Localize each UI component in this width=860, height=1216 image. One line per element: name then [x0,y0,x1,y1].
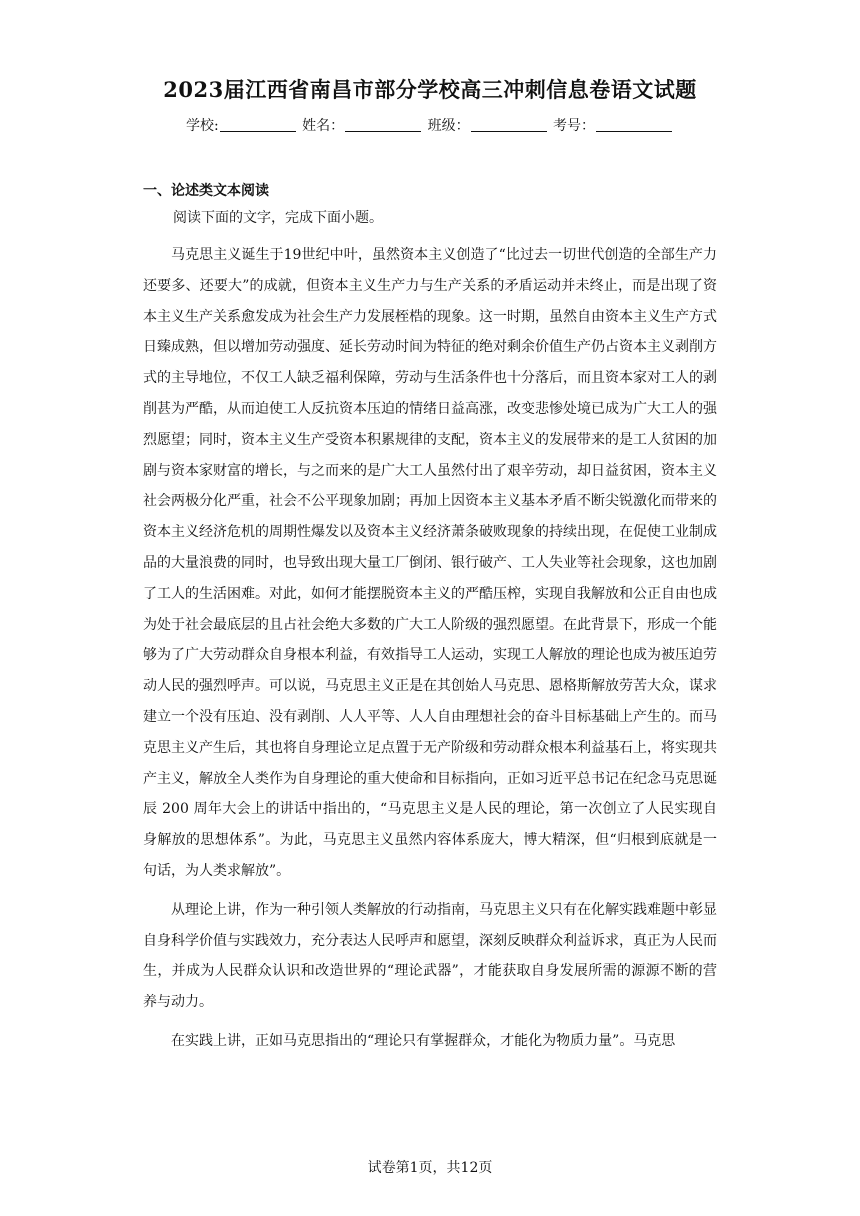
reading-instruction: 阅读下面的文字，完成下面小题。 [173,210,383,226]
name-blank [345,117,421,132]
name-label: 姓名： [302,118,345,134]
student-info-line [0,115,860,135]
number-label: 考号： [553,118,596,134]
class-label: 班级： [427,118,470,134]
passage-paragraph: 从理论上讲，作为一种引领人类解放的行动指南，马克思主义只有在化解实践难题中彰显自身科学价值与实践效力，充分表达人民呼声和愿望，深刻反映群众利益诉求，真正为人民而生，并成为人民群众认识和改造世界的“理论武器”，才能获取自身发展所需的源源不断的营养与动力。 [143,901,717,1011]
number-blank [596,117,672,132]
section-heading: 一、论述类文本阅读 [143,183,269,199]
passage-paragraph: 马克思主义诞生于19世纪中叶，虽然资本主义创造了“比过去一切世代创造的全部生产力还要多、还要大”的成就，但资本主义生产力与生产关系的矛盾运动并未终止，而是出现了资本主义生产关系愈发成为社会生产力发展桎梏的现象。这一时期，虽然自由资本主义生产方式日臻成熟，但以增加劳动强度、延长劳动时间为特征的绝对剩余价值生产仍占资本主义剥削方式的主导地位，不仅工人缺乏福利保障，劳动与生活条件也十分落后，而且资本家对工人的剥削甚为严酷，从而迫使工人反抗资本压迫的情绪日益高涨，改变悲惨处境已成为广大工人的强烈愿望；同时，资本主义生产受资本积累规律的支配，资本主义的发展带来的是工人贫困的加剧与资本家财富的增长，与之而来的是广大工人虽然付出了艰辛劳动，却日益贫困，资本主义社会两极分化严重，社会不公平现象加剧；再加上因资本主义基本矛盾不断尖锐激化而带来的资本主义经济危机的周期性爆发以及资本主义经济萧条破败现象的持续出现，在促使工业制成品的大量浪费的同时，也导致出现大量工厂倒闭、银行破产、工人失业等社会现象，这也加剧了工人的生活困难。对此，如何才能摆脱资本主义的严酷压榨，实现自我解放和公正自由也成为处于社会最底层的且占社会绝大多数的广大工人阶级的强烈愿望。在此背景下，形成一个能够为了广大劳动群众自身根本利益，有效指导工人运动，实现工人解放的理论也成为被压迫劳动人民的强烈呼声。可以说，马克思主义正是在其创始人马克思、恩格斯解放劳苦大众，谋求建立一个没有压迫、没有剥削、人人平等、人人自由理想社会的奋斗目标基础上产生的。而马克思主义产生后，其也将自身理论立足点置于无产阶级和劳动群众根本利益基石上，将实现共产主义，解放全人类作为自身理论的重大使命和目标指向，正如习近平总书记在纪念马克思诞辰 200 周年大会上的讲话中指出的，“马克思主义是人民的理论，第一次创立了人民实现自身解放的思想体系”。为此，马克思主义虽然内容体系庞大，博大精深，但“归根到底就是一句话，为人类求解放”。 [143,247,717,879]
class-blank [471,117,547,132]
passage-paragraph: 在实践上讲，正如马克思指出的“理论只有掌握群众，才能化为物质力量”。马克思 [171,1032,676,1049]
passage-body [143,240,717,1065]
page-footer: 试卷第1页，共12页 [367,1160,493,1176]
page-title: 2023届江西省南昌市部分学校高三冲刺信息卷语文试题 [163,77,697,102]
school-label: 学校: [185,118,219,134]
school-blank [220,117,296,132]
